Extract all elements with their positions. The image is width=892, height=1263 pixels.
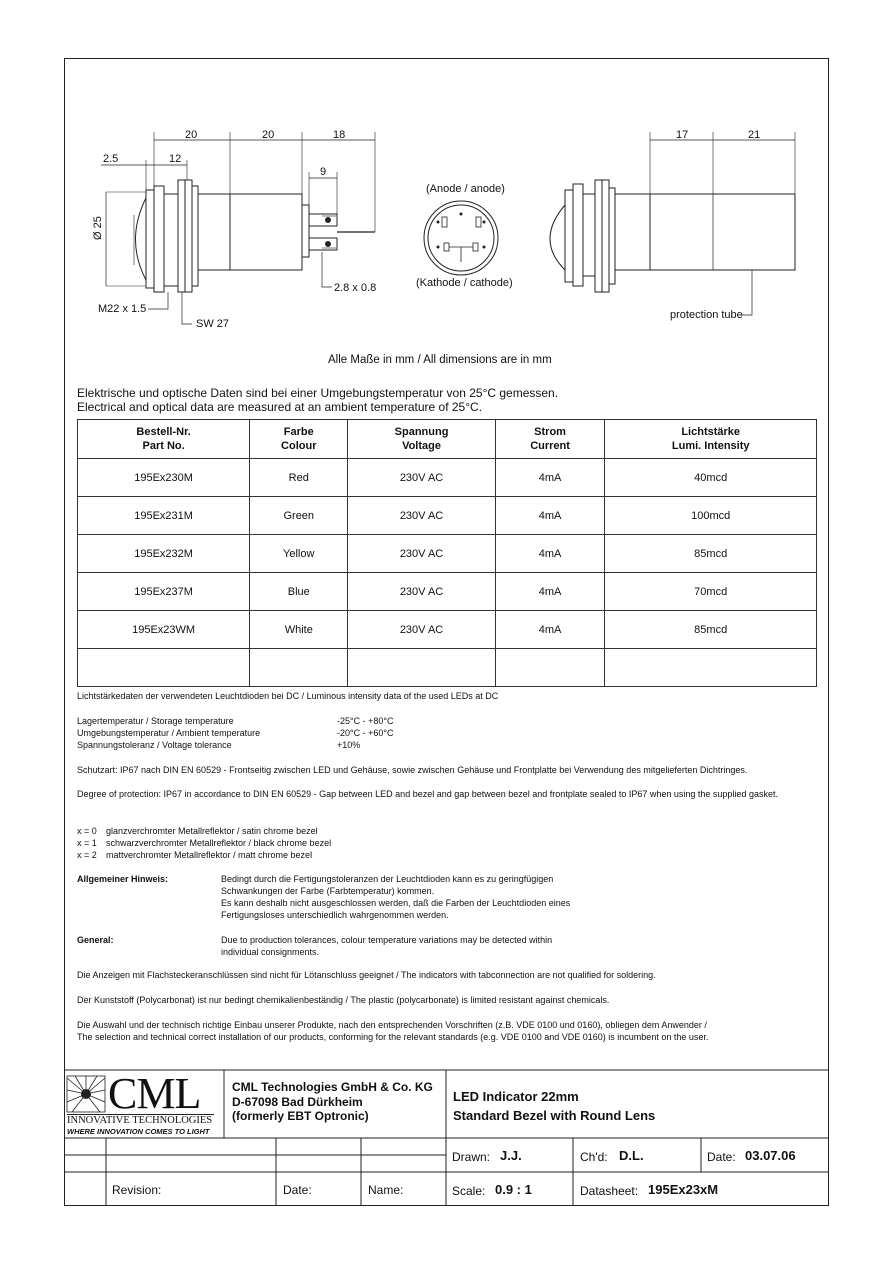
reflector-text-1: schwarzverchromter Metallreflektor / black chrome bezel — [106, 838, 332, 848]
protection-tube-label: protection tube — [670, 309, 743, 321]
protection-de: Schutzart: IP67 nach DIN EN 60529 - Frontseitig zwischen LED und Gehäuse, sowie zwischen Gehäuse und Frontplatte bei Verwendung des mitgelieferten Dichtringes. — [77, 765, 748, 775]
dim-thread: M22 x 1.5 — [98, 303, 147, 315]
voltage-tolerance-value: +10% — [337, 740, 361, 750]
dim-sw: SW 27 — [196, 318, 230, 330]
table-row — [78, 497, 817, 535]
table-header-row — [78, 420, 817, 459]
cell-part-no: 195Ex232M — [78, 535, 250, 573]
general-en-line: individual consignments. — [221, 947, 320, 957]
intensity-note: Lichtstärkedaten der verwendeten Leuchtdioden bei DC / Luminous intensity data of the used LEDs at DC — [77, 691, 499, 701]
general-en-line: Due to production tolerances, colour temperature variations may be detected within — [221, 935, 553, 945]
cell-part-no: 195Ex230M — [78, 459, 250, 497]
general-de-line: Schwankungen der Farbe (Farbtemperatur) kommen. — [221, 886, 435, 896]
header-voltage: Spannung Voltage — [348, 420, 495, 459]
company-address: D-67098 Bad Dürkheim — [232, 1095, 363, 1109]
intro-en: Electrical and optical data are measured at an ambient temperature of 25°C. — [77, 400, 483, 414]
cell-voltage: 230V AC — [348, 497, 495, 535]
reflector-key-2: x = 2 — [77, 850, 97, 860]
datasheet-label: Datasheet: — [580, 1184, 639, 1198]
cell-intensity: 70mcd — [605, 573, 817, 611]
cell-colour: Yellow — [250, 535, 348, 573]
cell-colour: Blue — [250, 573, 348, 611]
table-row-empty — [78, 649, 817, 687]
table-row — [78, 611, 817, 649]
cell-voltage: 230V AC — [348, 573, 495, 611]
general-de-line: Bedingt durch die Fertigungstoleranzen der Leuchtdioden kann es zu geringfügigen — [221, 874, 554, 884]
front-view — [424, 201, 498, 275]
dim-21: 21 — [748, 129, 761, 141]
cell-colour: White — [250, 611, 348, 649]
header-intensity: Lichtstärke Lumi. Intensity — [605, 420, 817, 459]
date-value: 03.07.06 — [745, 1148, 796, 1163]
dimensions-note: Alle Maße in mm / All dimensions are in mm — [328, 354, 552, 366]
header-colour: Farbe Colour — [250, 420, 348, 459]
company-formerly: (formerly EBT Optronic) — [232, 1109, 369, 1123]
general-de-label: Allgemeiner Hinweis: — [77, 874, 169, 884]
general-en-label: General: — [77, 935, 114, 945]
cell-intensity: 85mcd — [605, 535, 817, 573]
tab-connection-note: Die Anzeigen mit Flachsteckeranschlüssen sind nicht für Lötanschluss geeignet / The indicators with tabconnection are not qualified for soldering. — [77, 970, 656, 980]
logo-text: CML — [108, 1069, 201, 1118]
reflector-text-0: glanzverchromter Metallreflektor / satin chrome bezel — [106, 826, 318, 836]
side-view-right — [550, 132, 795, 315]
logo-subtitle: INNOVATIVE TECHNOLOGIES — [67, 1115, 213, 1126]
checked-label: Ch'd: — [580, 1150, 608, 1164]
dim-18: 18 — [333, 129, 346, 141]
dim-9: 9 — [320, 166, 327, 178]
dim-2-5: 2.5 — [103, 153, 119, 165]
reflector-key-1: x = 1 — [77, 838, 97, 848]
revision-date-label: Date: — [283, 1183, 312, 1197]
dim-diameter: Ø 25 — [92, 216, 104, 240]
general-de-line: Fertigungsloses unterschiedlich wahrgenommen werden. — [221, 910, 449, 920]
product-subtitle: Standard Bezel with Round Lens — [453, 1108, 656, 1123]
revision-name-label: Name: — [368, 1183, 404, 1197]
selection-note-de: Die Auswahl und der technisch richtige Einbau unserer Produkte, nach den entsprechenden Vorschriften (z.B. VDE 0100 und 0160), obliegen dem Anwender / — [77, 1020, 707, 1030]
checked-value: D.L. — [619, 1148, 644, 1163]
cell-part-no: 195Ex23WM — [78, 611, 250, 649]
dim-20-left: 20 — [185, 129, 198, 141]
side-view-left — [101, 132, 375, 324]
header-current: Strom Current — [495, 420, 605, 459]
temp-value-storage: -25°C - +80°C — [337, 716, 394, 726]
anode-label: (Anode / anode) — [426, 183, 505, 195]
plastic-note: Der Kunststoff (Polycarbonat) ist nur bedingt chemikalienbeständig / The plastic (polycarbonate) is limited resistant against chemicals. — [77, 995, 610, 1005]
voltage-tolerance-label: Spannungstoleranz / Voltage tolerance — [77, 740, 232, 750]
cell-colour: Green — [250, 497, 348, 535]
scale-value: 0.9 : 1 — [495, 1182, 532, 1197]
company-name: CML Technologies GmbH & Co. KG — [232, 1080, 433, 1094]
drawn-value: J.J. — [500, 1148, 522, 1163]
cathode-label: (Kathode / cathode) — [416, 277, 513, 289]
date-label: Date: — [707, 1150, 736, 1164]
selection-note-en: The selection and technical correct installation of our products, conforming for the relevant standards (e.g. VDE 0100 and VDE 0160) is incumbent on the user. — [77, 1032, 709, 1042]
reflector-key-0: x = 0 — [77, 826, 97, 836]
cell-voltage: 230V AC — [348, 535, 495, 573]
drawn-label: Drawn: — [452, 1150, 491, 1164]
dim-20-middle: 20 — [262, 129, 275, 141]
reflector-text-2: mattverchromter Metallreflektor / matt chrome bezel — [106, 850, 313, 860]
dim-terminal: 2.8 x 0.8 — [334, 282, 377, 294]
revision-label: Revision: — [112, 1183, 162, 1197]
dim-17: 17 — [676, 129, 689, 141]
header-part-no: Bestell-Nr. Part No. — [78, 420, 250, 459]
dim-12: 12 — [169, 153, 182, 165]
cell-intensity: 100mcd — [605, 497, 817, 535]
logo-tagline: WHERE INNOVATION COMES TO LIGHT — [67, 1127, 210, 1136]
datasheet-value: 195Ex23xM — [648, 1182, 719, 1197]
temp-label-ambient: Umgebungstemperatur / Ambient temperature — [77, 728, 261, 738]
table-row — [78, 573, 817, 611]
cell-voltage: 230V AC — [348, 611, 495, 649]
cell-current: 4mA — [495, 573, 605, 611]
cell-intensity: 85mcd — [605, 611, 817, 649]
spec-table — [77, 419, 817, 687]
intro-de: Elektrische und optische Daten sind bei einer Umgebungstemperatur von 25°C gemessen. — [77, 386, 559, 400]
table-row — [78, 535, 817, 573]
cell-part-no: 195Ex231M — [78, 497, 250, 535]
cell-current: 4mA — [495, 497, 605, 535]
general-de-line: Es kann deshalb nicht ausgeschlossen werden, daß die Farben der Leuchtdioden eines — [221, 898, 571, 908]
protection-en: Degree of protection: IP67 in accordance to DIN EN 60529 - Gap between LED and bezel and gap between bezel and frontplate sealed to IP67 when using the supplied gasket. — [77, 789, 778, 799]
cell-current: 4mA — [495, 459, 605, 497]
cell-current: 4mA — [495, 535, 605, 573]
cell-intensity: 40mcd — [605, 459, 817, 497]
product-title: LED Indicator 22mm — [453, 1089, 579, 1104]
cell-colour: Red — [250, 459, 348, 497]
temp-label-storage: Lagertemperatur / Storage temperature — [77, 716, 234, 726]
cell-current: 4mA — [495, 611, 605, 649]
cell-part-no: 195Ex237M — [78, 573, 250, 611]
table-row — [78, 459, 817, 497]
scale-label: Scale: — [452, 1184, 486, 1198]
cell-voltage: 230V AC — [348, 459, 495, 497]
temp-value-ambient: -20°C - +60°C — [337, 728, 394, 738]
